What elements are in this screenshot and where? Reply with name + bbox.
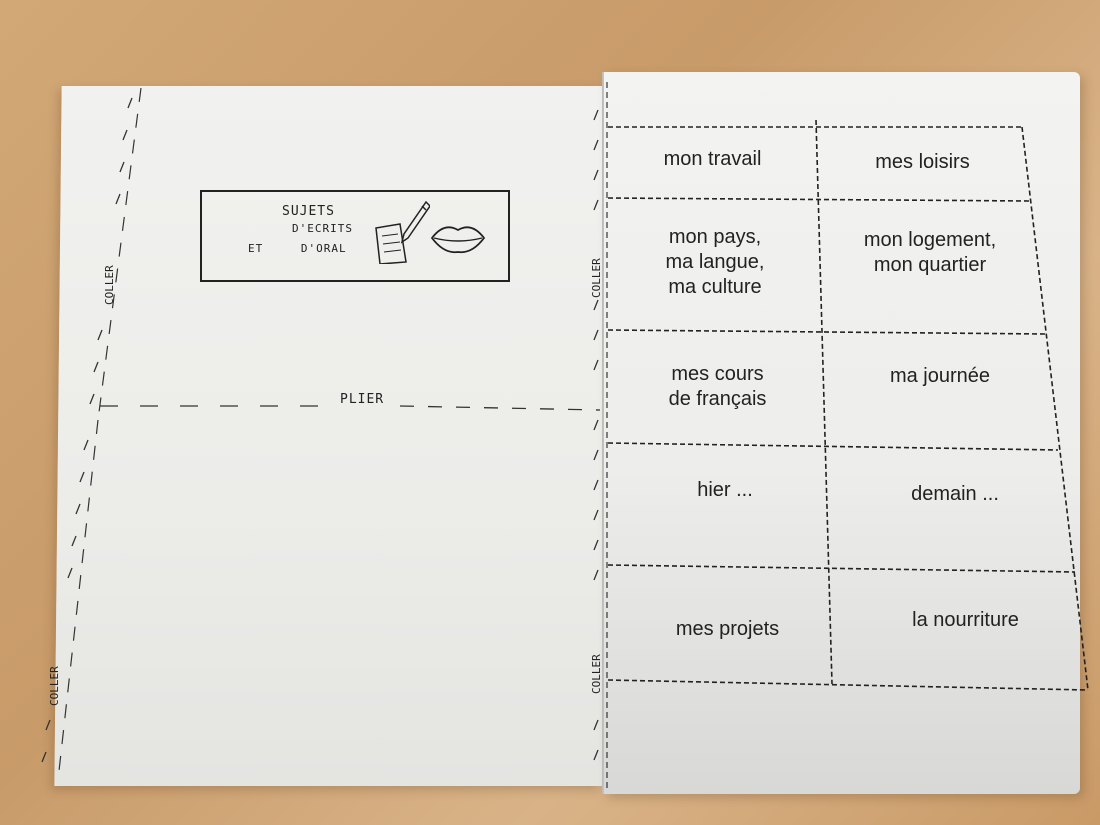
topic-cell-demain: demain ...: [911, 482, 999, 505]
topic-cell-la-nourriture: la nourriture: [912, 608, 1019, 631]
topic-cell-mon-pays: mon pays, ma langue, ma culture: [665, 226, 765, 298]
topic-cell-mes-loisirs: mes loisirs: [875, 150, 970, 173]
fold-label: PLIER: [340, 392, 385, 407]
topic-cell-mon-logement: mon logement, mon quartier: [863, 229, 997, 276]
topic-cell-mes-projets: mes projets: [675, 617, 780, 640]
topic-cell-mon-travail: mon travail: [663, 147, 762, 170]
title-line-3: ET D'ORAL: [248, 242, 347, 255]
topic-cell-hier: hier ...: [697, 478, 753, 501]
coller-label-right-top: COLLER: [590, 258, 603, 298]
title-line-1: SUJETS: [282, 204, 335, 219]
coller-label-left-top: COLLER: [103, 265, 116, 305]
topic-cell-ma-journee: ma journée: [889, 364, 991, 387]
coller-label-left-bottom: COLLER: [48, 666, 61, 706]
title-line-2: D'ECRITS: [292, 222, 353, 235]
topic-cell-mes-cours: mes cours de français: [668, 363, 767, 410]
coller-label-right-bottom: COLLER: [590, 654, 603, 694]
